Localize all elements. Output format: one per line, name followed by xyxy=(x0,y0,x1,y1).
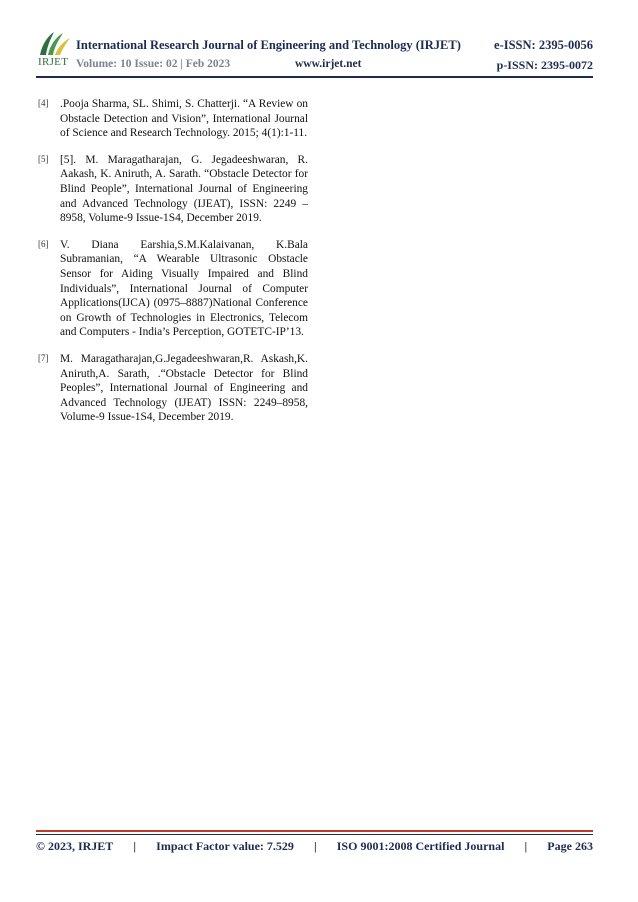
volume-issue: Volume: 10 Issue: 02 | Feb 2023 xyxy=(76,58,231,70)
page-number: Page 263 xyxy=(547,839,593,853)
copyright: © 2023, IRJET xyxy=(36,839,114,853)
website-link[interactable]: www.irjet.net xyxy=(295,58,362,70)
iso-certification: ISO 9001:2008 Certified Journal xyxy=(336,839,505,853)
reference-item xyxy=(38,153,308,226)
reference-number: [5] xyxy=(38,153,49,164)
footer xyxy=(36,839,593,854)
footer-separator: | xyxy=(133,839,137,853)
reference-text: .Pooja Sharma, SL. Shimi, S. Chatterji. “A Review on Obstacle Detection and Vision”, International Journal of Science and Research Technology. 2015; 4(1):1-11. xyxy=(60,98,308,140)
footer-separator: | xyxy=(314,839,317,853)
reference-number: [7] xyxy=(38,352,49,363)
impact-factor: Impact Factor value: 7.529 xyxy=(156,839,294,853)
reference-number: [6] xyxy=(38,238,49,249)
reference-text: V. Diana Earshia,S.M.Kalaivanan, K.Bala Subramanian, “A Wearable Ultrasonic Obstacle Sensor for Aiding Visually Impaired and Blind Individuals”, International Journal of Computer Applications(IJCA) (0975–8887)National Conference on Growth of Technologies in Electronics, Telecom and Computers - India’s Perception, GOTETC-IP’13. xyxy=(60,238,308,339)
logo-text: IRJET xyxy=(38,56,69,68)
reference-text: M. Maragatharajan,G.Jegadeeshwaran,R. Askash,K. Aniruth,A. Sarath, .“Obstacle Detector for Blind Peoples”, International Journal of Engineering and Advanced Technology (IJEAT) ISSN: 2249–8958, Volume-9 Issue-1S4, December 2019. xyxy=(60,352,308,424)
footer-separator: | xyxy=(524,839,528,853)
reference-number: [4] xyxy=(38,98,49,108)
p-issn: p-ISSN: 2395-0072 xyxy=(496,58,593,72)
reference-item xyxy=(38,97,308,141)
logo-leaves-icon xyxy=(36,30,72,56)
reference-list xyxy=(38,97,308,437)
e-issn: e-ISSN: 2395-0056 xyxy=(494,38,593,52)
reference-text: [5]. M. Maragatharajan, G. Jegadeeshwaran, R. Aakash, K. Aniruth, A. Sarath. “Obstacle Detector for Blind People”, International Journal of Engineering and Advanced Technology (IJEAT), ISSN: 2249 – 8958, Volume-9 Issue-1S4, December 2019. xyxy=(60,153,308,225)
footer-rule-red xyxy=(36,830,593,832)
header-rule xyxy=(36,76,593,78)
footer-rule-navy xyxy=(36,834,593,835)
reference-item xyxy=(38,238,308,340)
journal-title: International Research Journal of Engineering and Technology (IRJET) xyxy=(76,38,461,52)
reference-item xyxy=(38,352,308,425)
